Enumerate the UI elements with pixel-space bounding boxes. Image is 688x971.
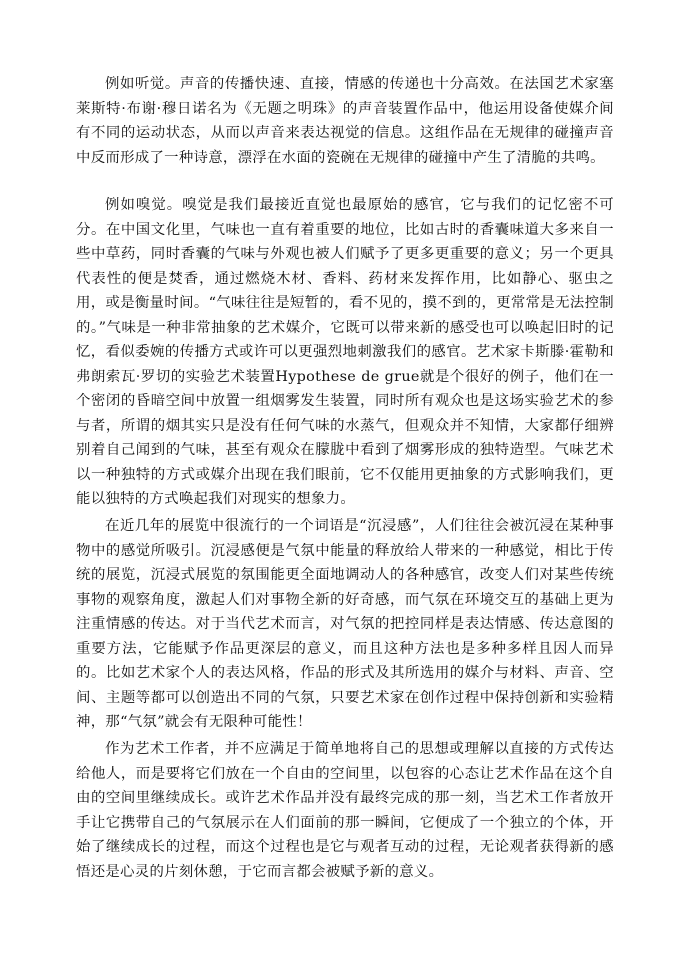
paragraph-artist-role: 作为艺术工作者，并不应满足于简单地将自己的思想或理解以直接的方式传达给他人，而是要将它们放在一个自由的空间里，以包容的心态让艺术作品在这个自由的空间里继续成长。或许艺术作品并没有最终完成的那一刻，当艺术工作者放开手让它携带自己的气氛展示在人们面前的那一瞬间，它便成了一个独立的个体，开始了继续成长的过程，而这个过程也是它与观者互动的过程，无论观者获得新的感悟还是心灵的片刻休憩，于它而言都会被赋予新的意义。	[76, 741, 614, 880]
paragraph-immersion: 在近几年的展览中很流行的一个词语是“沉浸感”，人们往往会被沉浸在某种事物中的感觉所吸引。沉浸感便是气氛中能量的释放给人带来的一种感觉，相比于传统的展览，沉浸式展览的氛围能更全面地调动人的各种感官，改变人们对某些传统事物的观察角度，激起人们对事物全新的好奇感，而气氛在环境交互的基础上更为注重情感的传达。对于当代艺术而言，对气氛的把控同样是表达情感、传达意图的重要方法，它能赋予作品更深层的意义，而且这种方法也是多种多样且因人而异的。比如艺术家个人的表达风格，作品的形式及其所选用的媒介与材料、声音、空间、主题等都可以创造出不同的气氛，只要艺术家在创作过程中保持创新和实验精神，那“气氛”就会有无限种可能性！	[76, 518, 614, 730]
paragraph-hearing: 例如听觉。声音的传播快速、直接，情感的传递也十分高效。在法国艺术家塞莱斯特·布谢·穆日诺名为《无题之明珠》的声音装置作品中，他运用设备使媒介间有不同的运动状态，从而以声音来表达视觉的信息。这组作品在无规律的碰撞声音中反而形成了一种诗意，漂浮在水面的瓷碗在无规律的碰撞中产生了清脆的共鸣。	[76, 76, 614, 166]
paragraph-smell: 例如嗅觉。嗅觉是我们最接近直觉也最原始的感官，它与我们的记忆密不可分。在中国文化里，气味也一直有着重要的地位，比如古时的香囊味道大多来自一些中草药，同时香囊的气味与外观也被人们赋予了更多更重要的意义；另一个更具代表性的便是焚香，通过燃烧木材、香料、药材来发挥作用，比如静心、驱虫之用，或是衡量时间。“气味往往是短暂的，看不见的，摸不到的，更常常是无法控制的。”气味是一种非常抽象的艺术媒介，它既可以带来新的感受也可以唤起旧时的记忆，看似委婉的传播方式或许可以更强烈地刺激我们的感官。艺术家卡斯滕·霍勒和弗朗索瓦·罗切的实验艺术装置Hypothese de grue就是个很好的例子，他们在一个密闭的昏暗空间中放置一组烟雾发生装置，同时所有观众也是这场实验艺术的参与者，所谓的烟其实只是没有任何气味的水蒸气，但观众并不知情，大家都仔细辨别着自己闻到的气味，甚至有观众在朦胧中看到了烟雾形成的独特造型。气味艺术以一种独特的方式或媒介出现在我们眼前，它不仅能用更抽象的方式影响我们，更能以独特的方式唤起我们对现实的想象力。	[76, 197, 614, 507]
